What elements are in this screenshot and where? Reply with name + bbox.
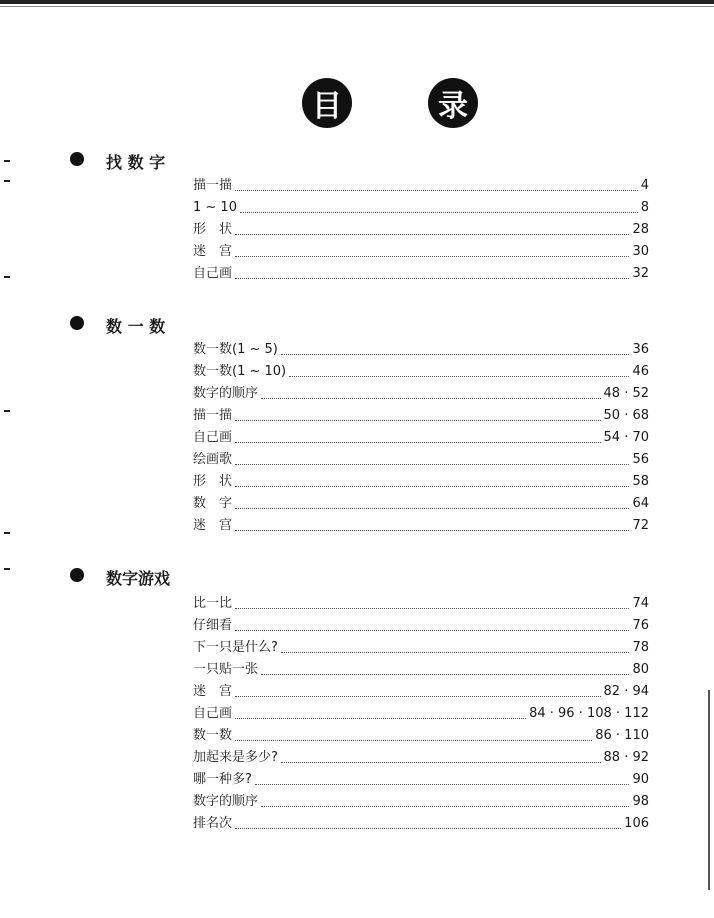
toc-entry[interactable]	[193, 612, 649, 634]
toc-entry[interactable]	[193, 722, 649, 744]
leader-dots	[235, 718, 526, 719]
entry-page: 86 · 110	[595, 728, 649, 743]
toc-entry[interactable]	[193, 744, 649, 766]
toc-entry[interactable]	[193, 172, 649, 194]
toc-entry[interactable]	[193, 788, 649, 810]
entry-page: 74	[632, 596, 649, 611]
leader-dots	[240, 212, 638, 213]
margin-mark	[4, 410, 10, 412]
entry-label: 自己画	[193, 430, 233, 445]
leader-dots	[235, 828, 621, 829]
section-bullet	[70, 568, 84, 582]
leader-dots	[235, 630, 629, 631]
entry-label: 自己画	[193, 706, 233, 721]
entry-page: 90	[632, 772, 649, 787]
entry-page: 36	[632, 342, 649, 357]
toc-entry[interactable]	[193, 260, 649, 282]
entry-page: 54 · 70	[603, 430, 649, 445]
leader-dots	[281, 762, 601, 763]
page-title	[0, 78, 714, 128]
leader-dots	[261, 674, 629, 675]
leader-dots	[255, 784, 630, 785]
entry-page: 58	[632, 474, 649, 489]
entry-page: 72	[632, 518, 649, 533]
leader-dots	[261, 398, 601, 399]
entry-page: 78	[632, 640, 649, 655]
entry-label: 数字的顺序	[193, 386, 259, 401]
leader-dots	[235, 442, 601, 443]
entry-page: 4	[640, 178, 649, 193]
entry-page: 32	[632, 266, 649, 281]
leader-dots	[235, 234, 629, 235]
entry-page: 50 · 68	[603, 408, 649, 423]
leader-dots	[261, 806, 629, 807]
entry-page: 76	[632, 618, 649, 633]
entry-label: 数字的顺序	[193, 794, 259, 809]
entry-label: 描一描	[193, 178, 233, 193]
entry-page: 80	[632, 662, 649, 677]
toc-entry[interactable]	[193, 424, 649, 446]
entry-page: 98	[632, 794, 649, 809]
entry-label: 数一数	[193, 728, 233, 743]
entry-label: 迷 宫	[193, 684, 233, 699]
leader-dots	[235, 608, 629, 609]
entry-page: 88 · 92	[603, 750, 649, 765]
leader-dots	[281, 652, 630, 653]
toc-entry[interactable]	[193, 634, 649, 656]
leader-dots	[235, 464, 629, 465]
toc-entry[interactable]	[193, 766, 649, 788]
entry-label: 形 状	[193, 474, 233, 489]
section-bullet	[70, 316, 84, 330]
toc-entry[interactable]	[193, 468, 649, 490]
toc-entry[interactable]	[193, 358, 649, 380]
margin-mark	[4, 532, 10, 534]
margin-mark	[4, 568, 10, 570]
entry-label: 1 ~ 10	[193, 200, 237, 215]
leader-dots	[235, 530, 629, 531]
entry-label: 自己画	[193, 266, 233, 281]
entry-page: 82 · 94	[603, 684, 649, 699]
leader-dots	[235, 278, 629, 279]
entry-label: 描一描	[193, 408, 233, 423]
entry-label: 绘画歌	[193, 452, 233, 467]
entry-label: 数一数(1 ~ 10)	[193, 364, 287, 379]
toc-entry[interactable]	[193, 512, 649, 534]
toc-entry[interactable]	[193, 402, 649, 424]
entry-label: 一只贴一张	[193, 662, 259, 677]
section-title: 数字游戏	[106, 569, 171, 588]
entry-page: 48 · 52	[603, 386, 649, 401]
entry-page: 46	[632, 364, 649, 379]
top-border-thin	[0, 6, 714, 7]
leader-dots	[235, 190, 638, 191]
entry-page: 64	[632, 496, 649, 511]
leader-dots	[235, 486, 629, 487]
toc-entry[interactable]	[193, 700, 649, 722]
entry-label: 数 字	[193, 496, 233, 511]
right-margin-rule	[708, 690, 710, 890]
toc-entry[interactable]	[193, 216, 649, 238]
toc-entry[interactable]	[193, 810, 649, 832]
entry-page: 28	[632, 222, 649, 237]
toc-entry[interactable]	[193, 238, 649, 260]
section-bullet	[70, 152, 84, 166]
entry-label: 排名次	[193, 816, 233, 831]
leader-dots	[235, 740, 592, 741]
entry-label: 哪一种多?	[193, 772, 252, 787]
entry-label: 下一只是什么?	[193, 640, 278, 655]
entry-label: 迷 宫	[193, 518, 233, 533]
toc-entry[interactable]	[193, 490, 649, 512]
entry-page: 8	[640, 200, 649, 215]
toc-entry[interactable]	[193, 590, 649, 612]
top-border	[0, 0, 714, 4]
entry-label: 比一比	[193, 596, 233, 611]
title-char-mu: 目	[302, 78, 352, 128]
margin-mark	[4, 276, 10, 278]
leader-dots	[281, 354, 630, 355]
leader-dots	[235, 508, 629, 509]
toc-entry[interactable]	[193, 336, 649, 358]
toc-entry[interactable]	[193, 656, 649, 678]
entry-label: 迷 宫	[193, 244, 233, 259]
entry-page: 84 · 96 · 108 · 112	[529, 706, 649, 721]
toc-entry[interactable]	[193, 678, 649, 700]
section-title: 找 数 字	[106, 153, 166, 172]
entry-page: 30	[632, 244, 649, 259]
entry-page: 106	[624, 816, 649, 831]
margin-mark	[4, 160, 10, 162]
toc-entry[interactable]	[193, 446, 649, 468]
entry-label: 加起来是多少?	[193, 750, 278, 765]
leader-dots	[235, 696, 601, 697]
leader-dots	[235, 256, 629, 257]
section-title: 数 一 数	[106, 317, 166, 336]
entry-label: 数一数(1 ~ 5)	[193, 342, 278, 357]
toc-entry[interactable]	[193, 194, 649, 216]
leader-dots	[235, 420, 601, 421]
entry-label: 仔细看	[193, 618, 233, 633]
entry-label: 形 状	[193, 222, 233, 237]
toc-entry[interactable]	[193, 380, 649, 402]
margin-mark	[4, 180, 10, 182]
title-char-lu: 录	[428, 78, 478, 128]
entry-page: 56	[632, 452, 649, 467]
leader-dots	[289, 376, 629, 377]
